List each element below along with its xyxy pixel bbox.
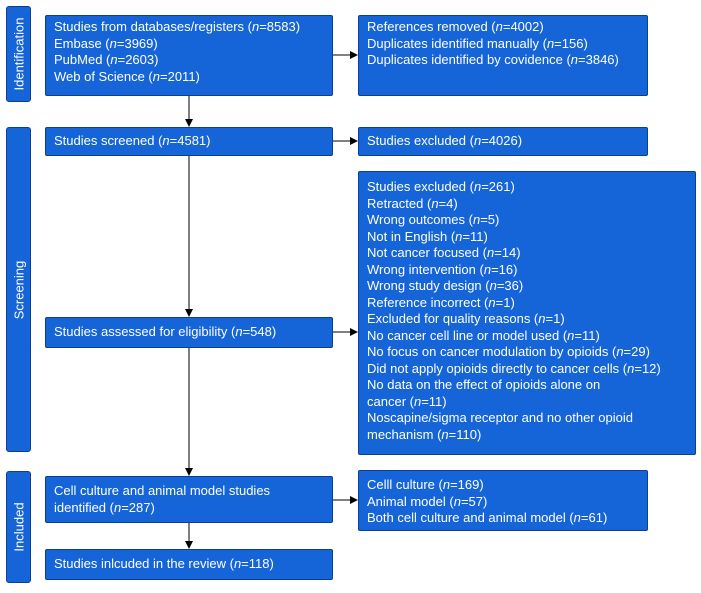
line-text: Reference incorrect ( [367, 294, 489, 310]
n-symbol: n [431, 195, 439, 211]
n-symbol: n [573, 510, 581, 525]
n-symbol: n [453, 493, 461, 509]
line-text: Celll culture ( [367, 477, 443, 492]
n-symbol: n [441, 426, 449, 442]
n-symbol: n [538, 311, 546, 326]
line-text: =12) [634, 360, 661, 376]
line-text: =11) [462, 228, 488, 244]
line-text: Studies screened ( [54, 133, 163, 148]
n-symbol: n [473, 179, 482, 194]
line-text: =4002) [502, 19, 544, 34]
line-text: Studies assessed for eligibility ( [54, 324, 236, 339]
n-symbol: n [567, 327, 575, 343]
line-text: Web of Science ( [54, 68, 153, 84]
n-symbol: n [109, 35, 117, 51]
n-symbol: n [473, 133, 482, 148]
line-text: Retracted ( [367, 195, 432, 211]
line-text: =4581) [169, 133, 211, 148]
line-text: PubMed ( [54, 52, 111, 67]
line-text: Animal model ( [367, 493, 454, 509]
line-text: =57) [460, 493, 488, 509]
line-text: =14) [494, 245, 521, 260]
n-symbol: n [152, 68, 160, 84]
line-text: Wrong outcomes ( [367, 212, 473, 227]
line-text: Wrong intervention ( [367, 261, 484, 277]
line-text: =2603) [117, 52, 159, 67]
line-text: =11) [574, 327, 600, 343]
n-symbol: n [162, 133, 170, 148]
line-text: =36) [496, 278, 524, 293]
line-text: =169) [450, 477, 484, 492]
line-text: Did not apply opioids directly to cancer cells ( [367, 360, 628, 376]
line-text: =4026) [481, 133, 523, 148]
n-symbol: n [483, 261, 492, 277]
line-text: =548) [242, 324, 277, 339]
n-symbol: n [233, 556, 242, 571]
line-text: =156) [554, 35, 588, 51]
n-symbol: n [110, 52, 118, 67]
n-symbol: n [495, 19, 503, 34]
line-text: =1) [495, 294, 515, 310]
n-symbol: n [472, 212, 481, 227]
n-symbol: n [235, 324, 243, 339]
n-symbol: n [486, 245, 495, 260]
line-text: Both cell culture and animal model ( [367, 510, 574, 525]
line-text: =16) [491, 261, 518, 277]
line-text: =3969) [116, 35, 158, 51]
n-symbol: n [546, 35, 555, 51]
line-text: Studies excluded ( [367, 179, 474, 194]
line-text: Studies excluded ( [367, 133, 474, 148]
line-text: Not cancer focused ( [367, 245, 487, 260]
n-symbol: n [489, 278, 497, 293]
line-text: Not in English ( [367, 228, 456, 244]
line-text: =5) [480, 212, 500, 227]
line-text: =110) [448, 426, 482, 442]
line-text: References removed ( [367, 19, 496, 34]
phase-identification-label: Identification [11, 17, 26, 91]
phase-included-label: Included [11, 502, 26, 552]
line-text: No cancer cell line or model used ( [367, 327, 568, 343]
line-text: Studies from databases/registers ( [54, 19, 252, 34]
n-symbol: n [442, 477, 451, 492]
line-text: =29) [623, 344, 650, 359]
line-text: Noscapine/sigma receptor and no other opioid [367, 410, 633, 425]
phase-screening-label: Screening [11, 260, 26, 319]
line-text: Embase ( [54, 35, 110, 51]
n-symbol: n [251, 19, 260, 34]
n-symbol: n [570, 52, 579, 67]
line-text: Cell culture and animal model studies [54, 483, 271, 498]
line-text: =2011) [160, 68, 200, 84]
line-text: Duplicates identified manually ( [367, 35, 547, 51]
n-symbol: n [113, 499, 122, 515]
line-text: Duplicates identified by covidence ( [367, 52, 571, 67]
line-text: identified ( [54, 499, 114, 515]
line-text: Studies inlcuded in the review ( [54, 556, 234, 571]
n-symbol: n [627, 360, 635, 376]
line-text: =4) [438, 195, 458, 211]
n-symbol: n [455, 228, 463, 244]
line-text: No focus on cancer modulation by opioids ( [367, 344, 617, 359]
n-symbol: n [616, 344, 624, 359]
line-text: cancer ( [367, 393, 414, 409]
n-symbol: n [413, 393, 422, 409]
n-symbol: n [488, 294, 496, 310]
line-text: =261) [481, 179, 515, 194]
line-text: =1) [545, 311, 565, 326]
line-text: =3846) [578, 52, 619, 67]
line-text: =118) [241, 556, 274, 571]
line-text: Excluded for quality reasons ( [367, 311, 539, 326]
line-text: mechanism ( [367, 426, 442, 442]
line-text: No data on the effect of opioids alone on [367, 377, 601, 392]
line-text: =11) [421, 393, 447, 409]
line-text: =8583) [259, 19, 301, 34]
line-text: =287) [121, 499, 155, 515]
line-text: Wrong study design ( [367, 278, 490, 293]
line-text: =61) [580, 510, 608, 525]
